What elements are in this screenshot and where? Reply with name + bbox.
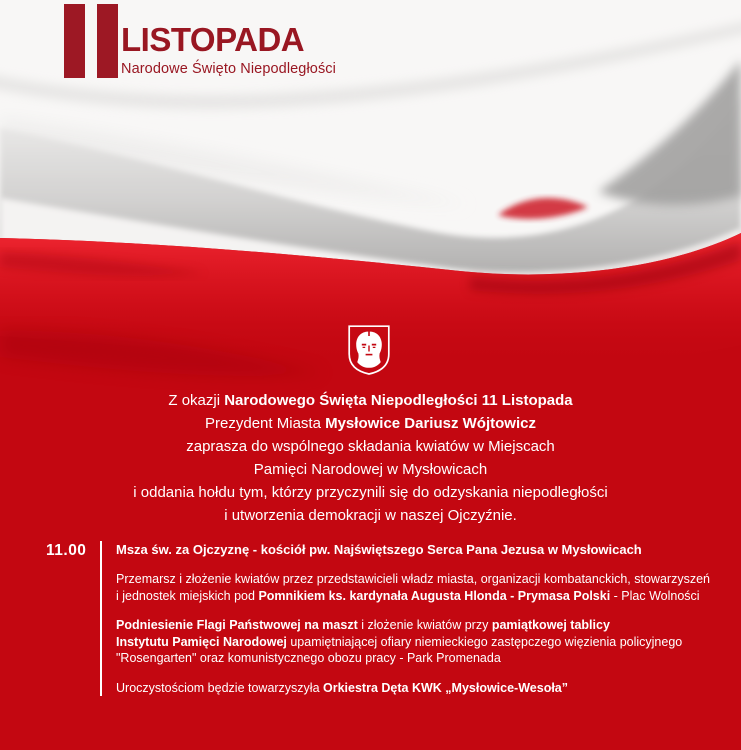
schedule-rows [100, 541, 714, 696]
invitation-line: i utworzenia demokracji w naszej Ojczyźnie. [224, 507, 517, 524]
schedule-line: Uroczystościom będzie towarzyszyła Orkiestra Dęta KWK „Mysłowice-Wesoła” [116, 680, 568, 695]
schedule-line: Msza św. za Ojczyznę - kościół pw. Najświętszego Serca Pana Jezusa w Mysłowicach [116, 542, 642, 557]
logo-subtitle: Narodowe Święto Niepodległości [121, 60, 336, 77]
schedule-line: Podniesienie Flagi Państwowej na maszt i złożenie kwiatów przy pamiątkowej tablicy [116, 618, 610, 632]
schedule-row-flag-raising [116, 617, 714, 667]
schedule-line: Przemarsz i złożenie kwiatów przez przedstawicieli władz miasta, organizacji kombatanckich, stowarzyszeń [116, 572, 710, 586]
eleven-bars-icon [64, 4, 118, 78]
invitation-line: Prezydent Miasta Mysłowice Dariusz Wójtowicz [205, 415, 536, 432]
schedule-line: Instytutu Pamięci Narodowej upamiętniającej ofiary niemieckiego zastępczego więzienia policyjnego [116, 634, 683, 649]
invitation-line: Pamięci Narodowej w Mysłowicach [253, 461, 488, 478]
event-time: 11.00 [46, 542, 87, 559]
invitation-text [0, 389, 741, 527]
logo-bar [64, 4, 85, 78]
schedule-row-mass [116, 541, 714, 558]
schedule-row-orchestra [116, 680, 714, 697]
invitation-line: zaprasza do wspólnego składania kwiatów w Miejscach [186, 438, 555, 455]
logo-bar [97, 4, 118, 78]
schedule-line: "Rosengarten" oraz komunistycznego obozu pracy - Park Promenada [116, 651, 501, 665]
logo-text [121, 23, 336, 77]
schedule-line: i jednostek miejskich pod Pomnikiem ks. kardynała Augusta Hlonda - Prymasa Polski - Plac Wolności [116, 588, 700, 603]
myslowice-crest-icon [347, 324, 391, 376]
event-schedule [46, 541, 714, 696]
invitation-line: Z okazji Narodowego Święta Niepodległości 11 Listopada [168, 392, 573, 409]
invitation-line: i oddania hołdu tym, którzy przyczynili się do odzyskania niepodległości [133, 484, 608, 501]
schedule-row-march [116, 571, 714, 604]
logo-title: LISTOPADA [121, 21, 305, 58]
